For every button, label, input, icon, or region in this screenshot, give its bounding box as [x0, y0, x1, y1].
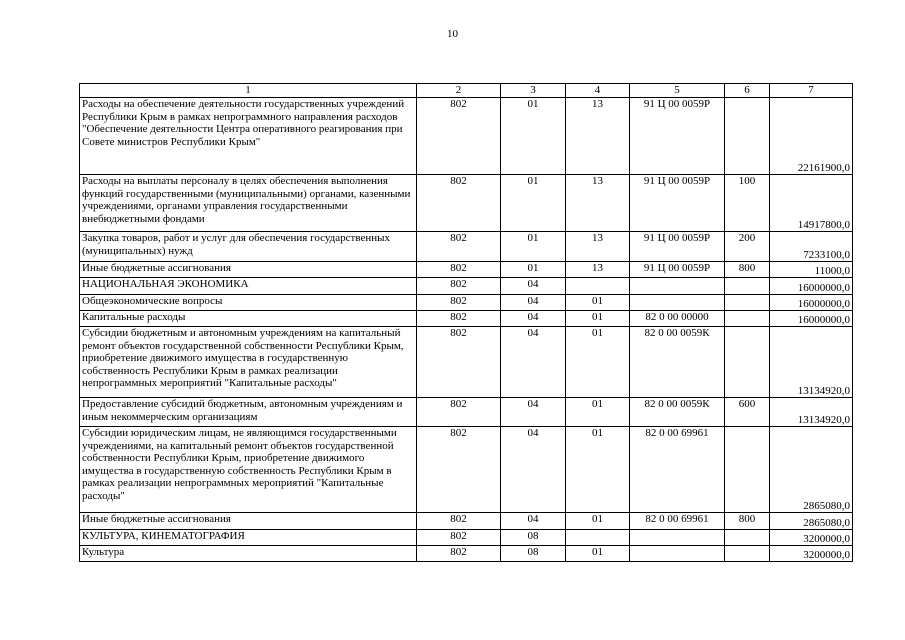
row-code-4: 01 [566, 327, 630, 398]
header-cell: 4 [566, 84, 630, 98]
row-code-6 [725, 98, 770, 175]
row-name: Иные бюджетные ассигнования [80, 262, 417, 278]
row-code-3: 01 [501, 175, 566, 232]
row-code-4: 13 [566, 175, 630, 232]
row-name: Расходы на выплаты персоналу в целях обеспечения выполнения функций государственными (муниципальными) органами, казенными учреждениями, органами управления государственными внебюджетными фондами [80, 175, 417, 232]
row-name: Субсидии бюджетным и автономным учреждениям на капитальный ремонт объектов государственной собственности Республики Крым, приобретение движимого имущества в государственную собственность Республики Крым в рамках реализации непрограммных мероприятий "Капитальные расходы" [80, 327, 417, 398]
row-code-6: 100 [725, 175, 770, 232]
row-code-4: 13 [566, 262, 630, 278]
row-name: Общеэкономические вопросы [80, 295, 417, 311]
row-code-2: 802 [417, 98, 501, 175]
row-code-3: 08 [501, 546, 566, 562]
row-name: НАЦИОНАЛЬНАЯ ЭКОНОМИКА [80, 278, 417, 295]
table-row [80, 546, 853, 562]
header-cell: 1 [80, 84, 417, 98]
row-code-3: 04 [501, 327, 566, 398]
row-name: Культура [80, 546, 417, 562]
row-amount: 16000000,0 [770, 311, 853, 327]
row-code-3: 04 [501, 427, 566, 513]
row-code-4 [566, 530, 630, 546]
row-code-4 [566, 278, 630, 295]
row-code-5 [630, 278, 725, 295]
row-code-6 [725, 278, 770, 295]
row-code-6 [725, 327, 770, 398]
budget-table [79, 83, 853, 562]
row-code-3: 04 [501, 513, 566, 530]
row-code-5: 82 0 00 00000 [630, 311, 725, 327]
table-row [80, 232, 853, 262]
header-cell: 7 [770, 84, 853, 98]
row-code-4: 01 [566, 398, 630, 427]
row-code-2: 802 [417, 311, 501, 327]
row-code-2: 802 [417, 232, 501, 262]
page-number: 10 [447, 28, 458, 40]
row-code-4: 01 [566, 427, 630, 513]
row-code-5 [630, 295, 725, 311]
row-code-4: 01 [566, 546, 630, 562]
table-row [80, 513, 853, 530]
row-amount: 22161900,0 [770, 98, 853, 175]
table-row [80, 295, 853, 311]
table-row [80, 311, 853, 327]
row-code-6 [725, 311, 770, 327]
row-code-6 [725, 295, 770, 311]
header-cell: 2 [417, 84, 501, 98]
row-code-6 [725, 530, 770, 546]
row-code-4: 01 [566, 513, 630, 530]
row-amount: 11000,0 [770, 262, 853, 278]
row-code-3: 08 [501, 530, 566, 546]
row-code-2: 802 [417, 278, 501, 295]
row-code-5: 91 Ц 00 0059Р [630, 262, 725, 278]
row-name: Субсидии юридическим лицам, не являющимся государственными учреждениями, на капитальный ремонт объектов государственной собственности Республики Крым, приобретение движимого имущества в государственную собственность Республики Крым в рамках реализации непрограммных мероприятий "Капитальные расходы" [80, 427, 417, 513]
row-name: Иные бюджетные ассигнования [80, 513, 417, 530]
row-code-6: 600 [725, 398, 770, 427]
table-row [80, 530, 853, 546]
row-code-6: 800 [725, 262, 770, 278]
table-header-row [80, 84, 853, 98]
row-amount: 3200000,0 [770, 530, 853, 546]
row-code-2: 802 [417, 546, 501, 562]
table-row [80, 398, 853, 427]
table-row [80, 98, 853, 175]
row-code-5 [630, 530, 725, 546]
row-amount: 14917800,0 [770, 175, 853, 232]
row-code-3: 04 [501, 311, 566, 327]
header-cell: 3 [501, 84, 566, 98]
row-code-2: 802 [417, 530, 501, 546]
table-row [80, 278, 853, 295]
row-amount: 2865080,0 [770, 513, 853, 530]
table-row [80, 327, 853, 398]
row-code-5: 82 0 00 69961 [630, 427, 725, 513]
row-code-4: 01 [566, 295, 630, 311]
row-amount: 3200000,0 [770, 546, 853, 562]
row-name: Капитальные расходы [80, 311, 417, 327]
row-code-4: 13 [566, 98, 630, 175]
row-code-5: 91 Ц 00 0059Р [630, 175, 725, 232]
row-amount: 13134920,0 [770, 327, 853, 398]
row-code-5: 91 Ц 00 0059Р [630, 232, 725, 262]
row-code-4: 13 [566, 232, 630, 262]
row-name: КУЛЬТУРА, КИНЕМАТОГРАФИЯ [80, 530, 417, 546]
row-amount: 16000000,0 [770, 278, 853, 295]
header-cell: 5 [630, 84, 725, 98]
row-code-6 [725, 427, 770, 513]
row-code-2: 802 [417, 327, 501, 398]
row-code-5: 91 Ц 00 0059Р [630, 98, 725, 175]
table-row [80, 262, 853, 278]
row-code-3: 01 [501, 262, 566, 278]
row-code-2: 802 [417, 262, 501, 278]
row-amount: 2865080,0 [770, 427, 853, 513]
row-code-5: 82 0 00 0059К [630, 327, 725, 398]
row-code-2: 802 [417, 295, 501, 311]
row-code-2: 802 [417, 427, 501, 513]
row-name: Расходы на обеспечение деятельности государственных учреждений Республики Крым в рамках непрограммного направления расходов "Обеспечение деятельности Центра оперативного реагирования при Совете министров Республики Крым" [80, 98, 417, 175]
row-name: Предоставление субсидий бюджетным, автономным учреждениям и иным некоммерческим организациям [80, 398, 417, 427]
row-code-3: 04 [501, 398, 566, 427]
row-name: Закупка товаров, работ и услуг для обеспечения государственных (муниципальных) нужд [80, 232, 417, 262]
row-code-6 [725, 546, 770, 562]
row-amount: 16000000,0 [770, 295, 853, 311]
row-code-4: 01 [566, 311, 630, 327]
row-code-5: 82 0 00 69961 [630, 513, 725, 530]
row-code-3: 01 [501, 232, 566, 262]
row-code-5: 82 0 00 0059К [630, 398, 725, 427]
table-row [80, 175, 853, 232]
table-row [80, 427, 853, 513]
row-code-5 [630, 546, 725, 562]
row-code-3: 04 [501, 278, 566, 295]
row-code-2: 802 [417, 513, 501, 530]
header-cell: 6 [725, 84, 770, 98]
row-code-3: 01 [501, 98, 566, 175]
row-code-3: 04 [501, 295, 566, 311]
row-amount: 7233100,0 [770, 232, 853, 262]
row-code-2: 802 [417, 175, 501, 232]
row-code-2: 802 [417, 398, 501, 427]
row-code-6: 800 [725, 513, 770, 530]
row-amount: 13134920,0 [770, 398, 853, 427]
row-code-6: 200 [725, 232, 770, 262]
